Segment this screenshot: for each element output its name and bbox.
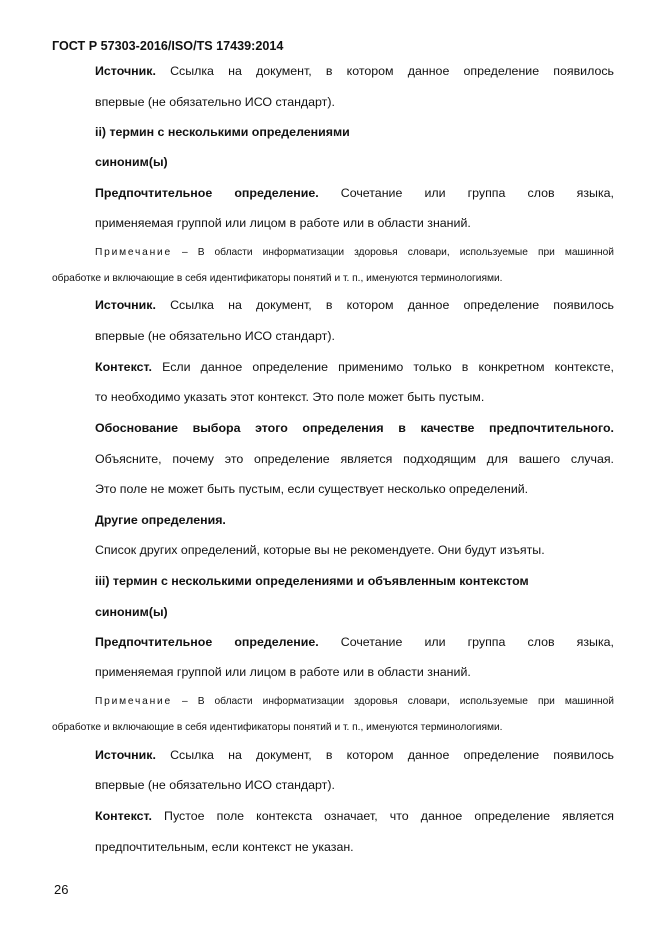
term-label: Предпочтительное определение.: [95, 635, 319, 649]
paragraph-line: Это поле не может быть пустым, если существует несколько определений.: [95, 482, 529, 496]
paragraph-line: Контекст. Если данное определение применимо только в конкретном контексте,: [95, 360, 614, 374]
section-heading: ii) термин с несколькими определениями: [95, 125, 350, 139]
paragraph-line: Источник. Ссылка на документ, в котором данное определение появилось: [95, 64, 614, 78]
paragraph-line: Список других определений, которые вы не рекомендуете. Они будут изъяты.: [95, 543, 545, 557]
term-label: Контекст.: [95, 360, 152, 374]
note-line: Примечание – В области информатизации здоровья словари, используемые при машинной: [95, 247, 614, 258]
paragraph-line: впервые (не обязательно ИСО стандарт).: [95, 329, 335, 343]
paragraph-line: Объясните, почему это определение является подходящим для вашего случая.: [95, 452, 614, 466]
paragraph-line: применяемая группой или лицом в работе или в области знаний.: [95, 665, 471, 679]
paragraph-line: применяемая группой или лицом в работе или в области знаний.: [95, 216, 471, 230]
paragraph-line: Предпочтительное определение. Сочетание или группа слов языка,: [95, 635, 614, 649]
note-line: обработке и включающие в себя идентификаторы понятий и т. п., именуются терминологиями.: [52, 273, 503, 284]
page-number: 26: [54, 882, 69, 897]
paragraph-line: Предпочтительное определение. Сочетание или группа слов языка,: [95, 186, 614, 200]
note-line: Примечание – В области информатизации здоровья словари, используемые при машинной: [95, 696, 614, 707]
paragraph-line: Контекст. Пустое поле контекста означает, что данное определение является: [95, 809, 614, 823]
paragraph-line: то необходимо указать этот контекст. Это поле может быть пустым.: [95, 390, 485, 404]
paragraph-line: Обоснование выбора этого определения в качестве предпочтительного.: [95, 421, 614, 435]
term-label: Источник.: [95, 64, 156, 78]
section-heading: iii) термин с несколькими определениями и объявленным контекстом: [95, 574, 529, 588]
term-label: Другие определения.: [95, 513, 226, 527]
note-label: Примечание: [95, 247, 172, 258]
paragraph-line: впервые (не обязательно ИСО стандарт).: [95, 778, 335, 792]
note-line: обработке и включающие в себя идентификаторы понятий и т. п., именуются терминологиями.: [52, 722, 503, 733]
paragraph-line: впервые (не обязательно ИСО стандарт).: [95, 95, 335, 109]
document-header: ГОСТ Р 57303-2016/ISO/TS 17439:2014: [52, 39, 284, 53]
note-label: Примечание: [95, 696, 172, 707]
subheading: синоним(ы): [95, 605, 168, 619]
paragraph-line: Источник. Ссылка на документ, в котором данное определение появилось: [95, 298, 614, 312]
paragraph-line: Источник. Ссылка на документ, в котором данное определение появилось: [95, 748, 614, 762]
term-label: Предпочтительное определение.: [95, 186, 319, 200]
term-label: Контекст.: [95, 809, 152, 823]
term-label: Источник.: [95, 748, 156, 762]
term-label: Источник.: [95, 298, 156, 312]
paragraph-line: предпочтительным, если контекст не указан.: [95, 840, 354, 854]
subheading: синоним(ы): [95, 155, 168, 169]
